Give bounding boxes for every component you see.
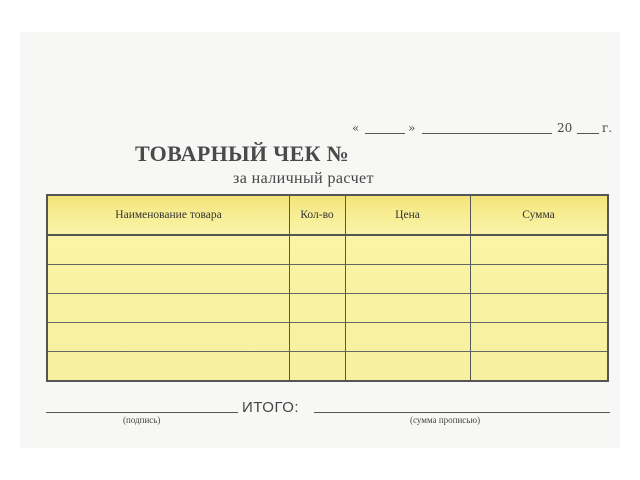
total-label: ИТОГО: (242, 399, 300, 416)
document-subtitle: за наличный расчет (233, 170, 374, 187)
column-header-price: Цена (395, 209, 420, 221)
year-suffix: г. (602, 121, 613, 135)
column-header-item-name: Наименование товара (115, 209, 222, 221)
date-open-quote: « (352, 121, 360, 135)
signature-field[interactable] (46, 412, 238, 413)
document-title: ТОВАРНЫЙ ЧЕК № (135, 141, 350, 166)
amount-in-words-field[interactable] (314, 412, 610, 413)
amount-in-words-caption: (сумма прописью) (410, 415, 481, 425)
column-header-quantity: Кол-во (300, 209, 334, 221)
column-header-sum: Сумма (522, 209, 555, 221)
date-close-quote: » (408, 121, 416, 135)
signature-caption: (подпись) (123, 415, 161, 425)
year-prefix: 20 (557, 121, 573, 135)
